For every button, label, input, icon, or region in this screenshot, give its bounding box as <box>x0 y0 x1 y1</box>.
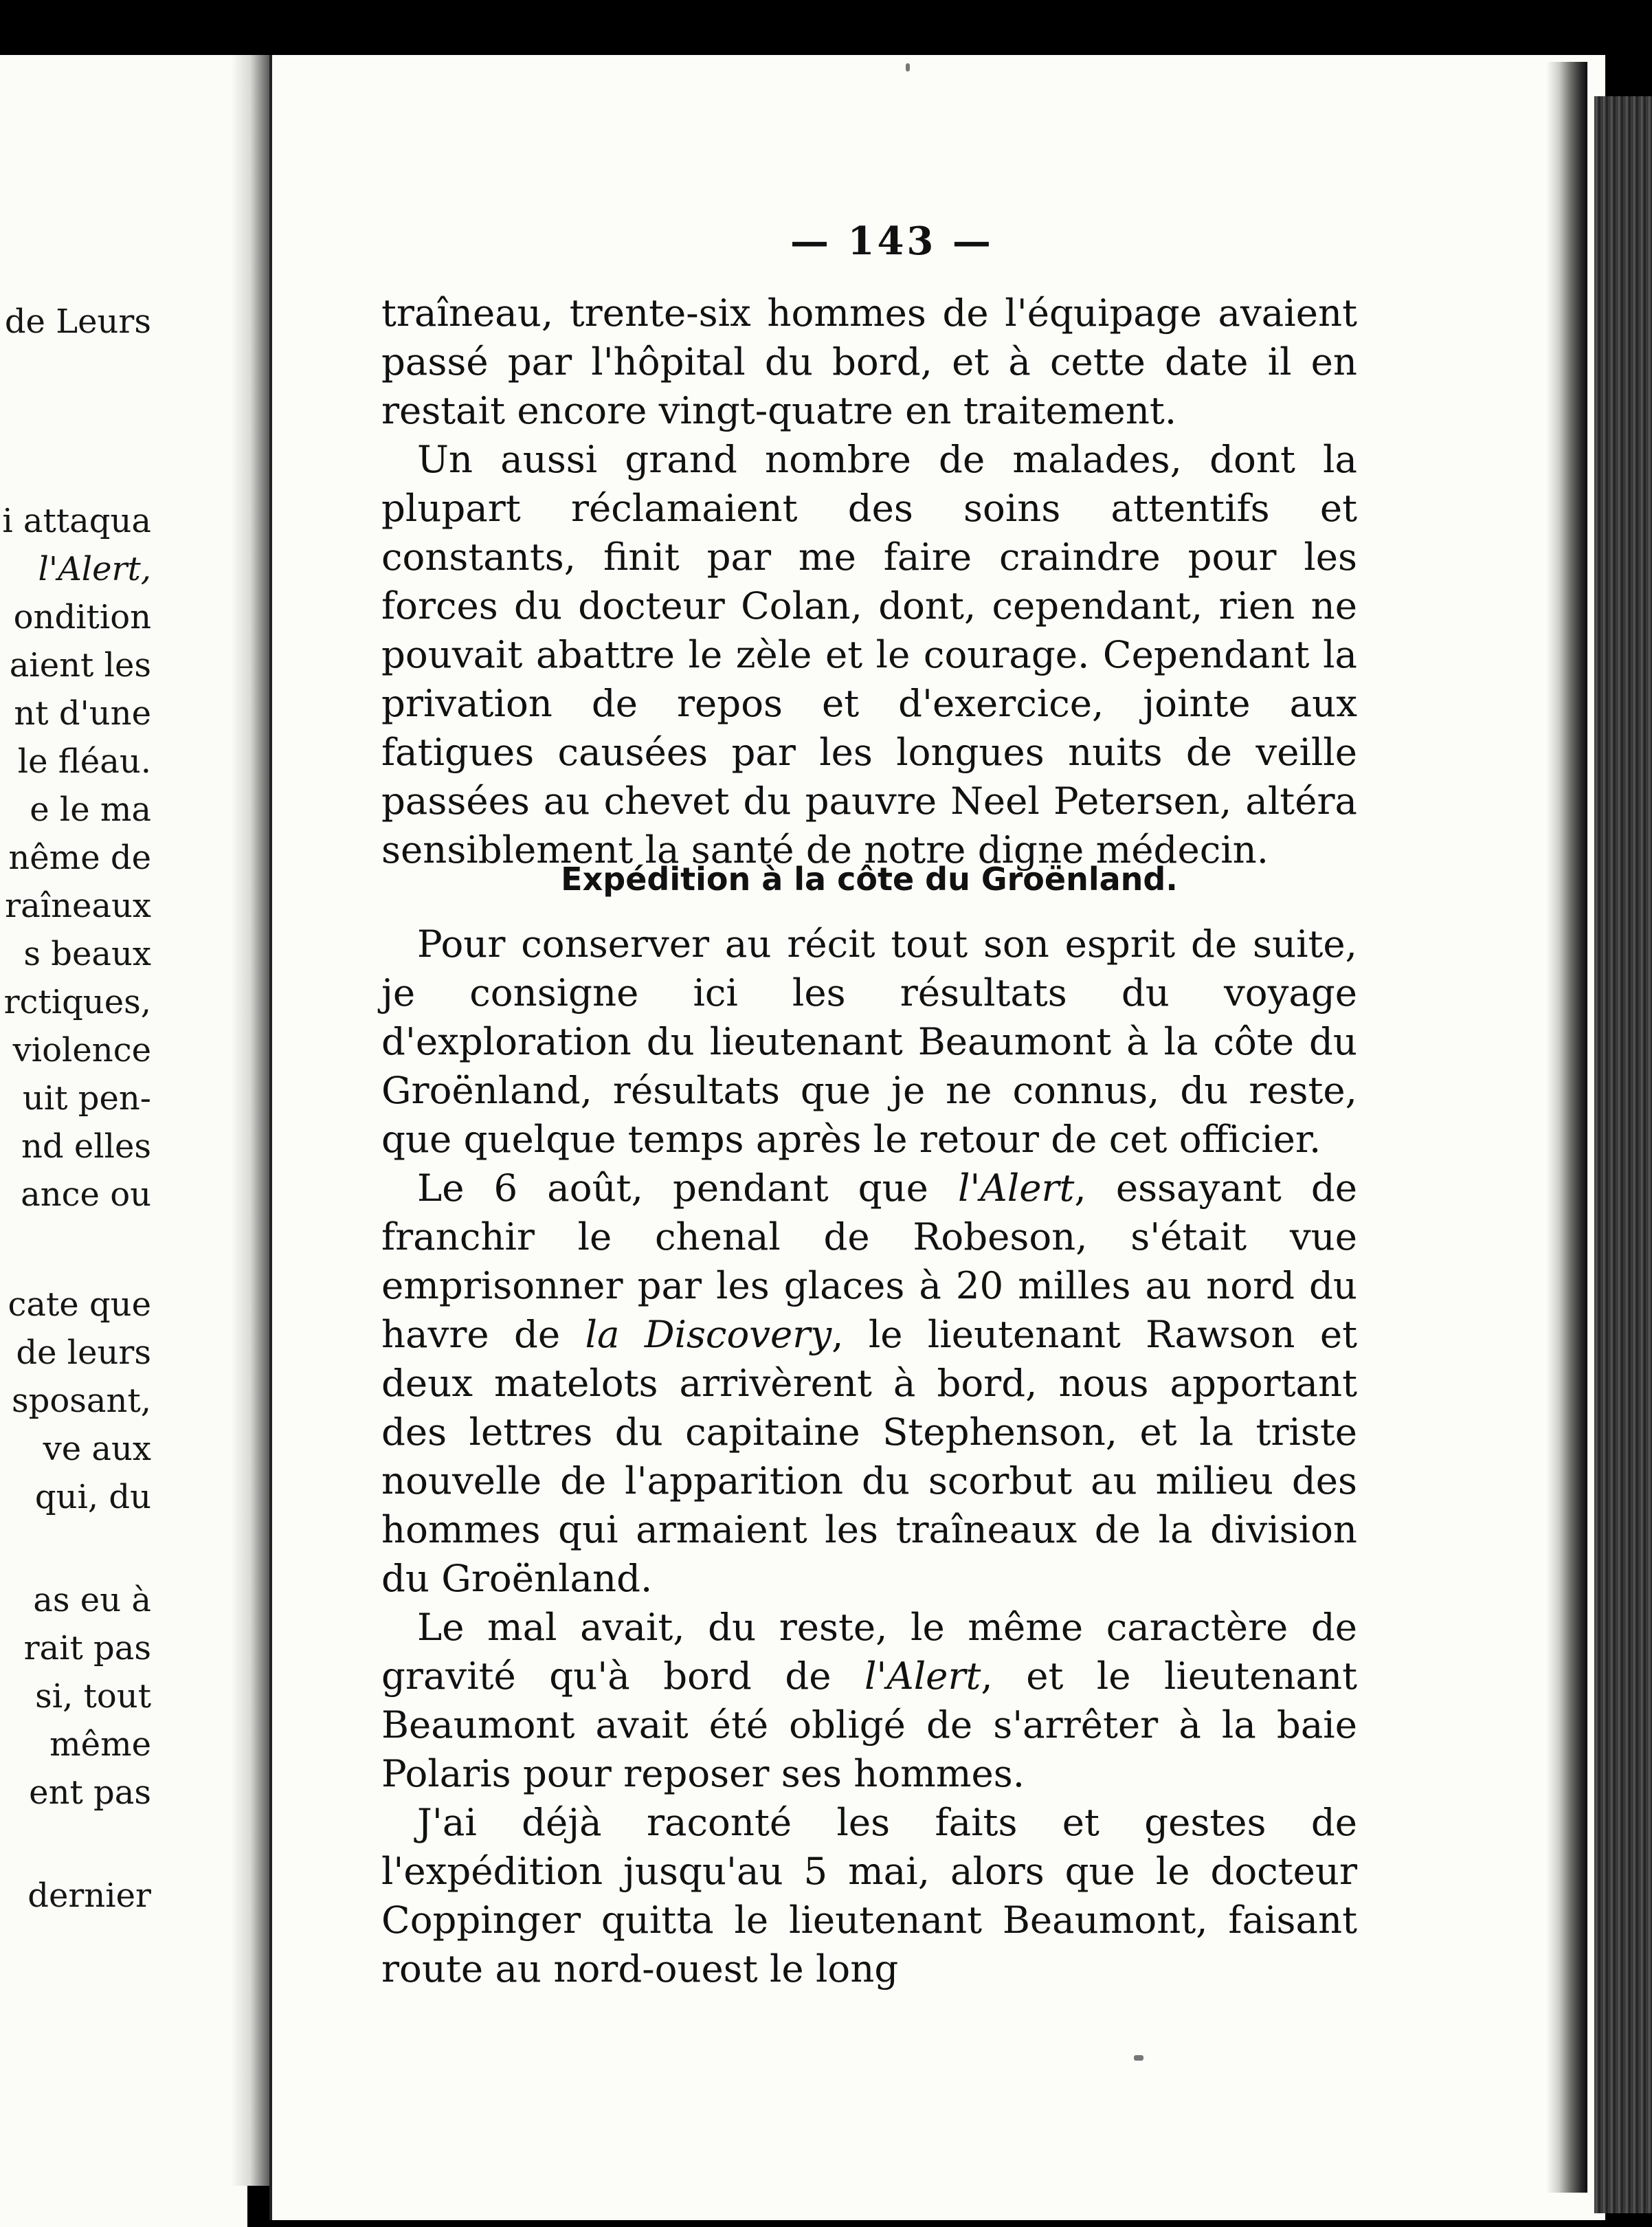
paragraph: Un aussi grand nombre de malades, dont la plupart réclamaient des soins attentifs et constants, finit par me faire craindre pour les forces du docteur Colan, dont, cependant, rien ne pouvait abattre le zèle et le courage. Cependant la privation de repos et d'exercice, jointe aux fatigues causées par les longues nuits de veille passées au chevet du pauvre Neel Petersen, altéra sensiblement la santé de notre digne médecin. <box>381 437 1357 872</box>
left-page-line: s beaux <box>23 935 151 973</box>
text-run: Le 6 août, pendant que <box>417 1166 958 1210</box>
left-page-line: ve aux <box>43 1430 151 1468</box>
left-page-line: sposant, <box>12 1382 151 1420</box>
ship-name: l'Alert <box>864 1654 981 1698</box>
left-page-line: ance ou <box>21 1175 151 1214</box>
paragraph: Pour conserver au récit tout son esprit de suite, je consigne ici les résultats du voyage d'exploration du lieutenant Beaumont à la côte du Groënland, résultats que je ne connus, du reste, que quelque temps après le retour de cet officier. <box>381 922 1357 1161</box>
left-page-line: uit pen- <box>22 1079 151 1118</box>
paragraph <box>381 1164 1357 1603</box>
left-page-line: ondition <box>13 598 151 636</box>
ship-name: la Discovery <box>585 1312 832 1356</box>
left-page-line: aient les <box>9 646 151 685</box>
left-page-line: violence <box>12 1031 151 1070</box>
left-page-line: de leurs <box>16 1333 151 1372</box>
text-run: , et le lieutenant Beaumont avait été obligé de s'arrêter à la baie Polaris pour reposer ses hommes. <box>381 1654 1357 1795</box>
left-page-line: nt d'une <box>14 694 151 733</box>
left-page-line: as eu à <box>33 1581 151 1619</box>
left-page-line: de Leurs <box>4 302 151 341</box>
page-number: — 143 — <box>790 219 994 264</box>
page-edge-shadow <box>1546 62 1587 2193</box>
left-page-line: si, tout <box>35 1677 151 1716</box>
paragraph: traîneau, trente-six hommes de l'équipage avaient passé par l'hôpital du bord, et à cette date il en restait encore vingt-quatre en traitement. <box>381 291 1357 432</box>
text-run: , essayant de franchir le chenal de Robeson, s'était vue emprisonner par les glaces à 20 milles au nord du havre de <box>381 1166 1358 1356</box>
left-page-line: e le ma <box>30 790 151 829</box>
ship-name: l'Alert <box>958 1166 1075 1210</box>
scan-speck <box>1134 2055 1143 2061</box>
scan-speck <box>906 63 910 71</box>
section-heading: Expédition à la côte du Groënland. <box>561 861 1178 898</box>
book-fore-edge <box>1594 96 1652 2213</box>
body-text-upper <box>381 289 1357 874</box>
left-page-line: nême de <box>8 839 151 877</box>
body-text-lower <box>381 920 1357 1993</box>
left-page-line: dernier <box>27 1876 151 1915</box>
left-page-line: rait pas <box>23 1629 151 1668</box>
left-page-line: même <box>49 1725 151 1764</box>
left-page-line: i attaqua <box>2 502 151 540</box>
paragraph <box>381 1603 1357 1798</box>
left-page-line: l'Alert, <box>38 550 151 588</box>
left-page-line: raîneaux <box>5 887 151 925</box>
left-page-line: rctiques, <box>3 983 151 1021</box>
left-page-line: le fléau. <box>17 742 151 781</box>
left-page-line: qui, du <box>34 1478 151 1516</box>
paragraph: J'ai déjà raconté les faits et gestes de l'expédition jusqu'au 5 mai, alors que le docteur Coppinger quitta le lieutenant Beaumont, faisant route au nord-ouest le long <box>381 1800 1357 1991</box>
left-page-line: nd elles <box>21 1127 151 1166</box>
left-page-line: ent pas <box>29 1773 151 1812</box>
text-run: Le mal avait, du reste, le même caractère de gravité qu'à bord de <box>381 1605 1357 1698</box>
text-run: , le lieutenant Rawson et deux matelots arrivèrent à bord, nous apportant des lettres du capitaine Stephenson, et la triste nouvelle de l'apparition du scorbut au milieu des hommes qui armaient les traîneaux de la division du Groënland. <box>381 1312 1357 1600</box>
left-page-line: cate que <box>8 1285 151 1324</box>
